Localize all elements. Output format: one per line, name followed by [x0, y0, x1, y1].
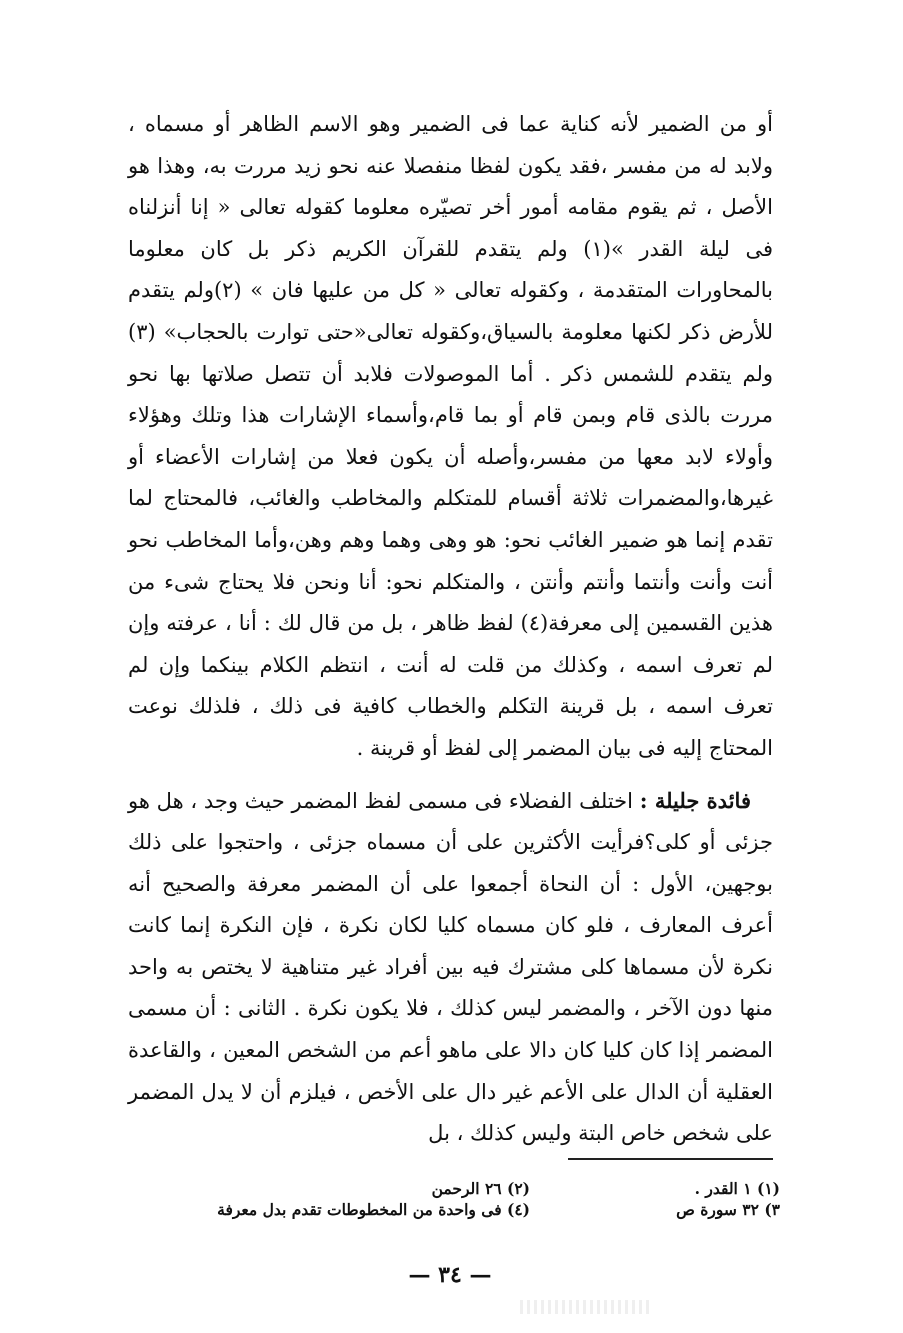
footnote-4: (٤) فى واحدة من المخطوطات تقدم بدل معرفة: [217, 1200, 530, 1219]
footnotes-column-left: [140, 1178, 530, 1220]
footnotes: [140, 1178, 780, 1220]
page-number: — ٣٤ —: [408, 1262, 492, 1288]
paragraph-1: أو من الضمير لأنه كناية عما فى الضمير وهو الاسم الظاهر أو مسماه ، ولابد له من مفسر ،فقد يكون لفظا منفصلا عنه نحو زيد مررت به، وهذا هو الأصل ، ثم يقوم مقامه أمور أخر تصيّره معلوما كقوله تعالى « إنا أنزلناه فى ليلة القدر »(١) ولم يتقدم للقرآن الكريم ذكر بل كان معلوما بالمحاورات المتقدمة ، وكقوله تعالى « كل من عليها فان » (٢)ولم يتقدم للأرض ذكر لكنها معلومة بالسياق،وكقوله تعالى«حتى توارت بالحجاب» (٣) ولم يتقدم للشمس ذكر . أما الموصولات فلابد أن تتصل صلاتها بها نحو مررت بالذى قام وبمن قام أو بما قام،وأسماء الإشارات هذا وتلك وهؤلاء وأولاء لابد معها من مفسر،وأصله أن يكون فعلا من إشارات الأعضاء أو غيرها،والمضمرات ثلاثة أقسام للمتكلم والمخاطب والغائب، فالمحتاج لما تقدم إنما هو ضمير الغائب نحو: هو وهى وهما وهم وهن،وأما المخاطب نحو أنت وأنت وأنتما وأنتم وأنتن ، والمتكلم نحو: أنا ونحن فلا يحتاج شىء من هذين القسمين إلى معرفة(٤) لفظ ظاهر ، بل من قال لك : أنا ، عرفته وإن لم تعرف اسمه ، وكذلك من قلت له أنت ، انتظم الكلام بينكما وإن لم تعرف اسمه ، بل قرينة التكلم والخطاب كافية فى ذلك ، فلذلك نوعت المحتاج إليه فى بيان المضمر إلى لفظ أو قرينة .: [128, 112, 774, 760]
footnote-2: (٢) ٢٦ الرحمن: [431, 1179, 530, 1198]
footnote-1: (١) ١ القدر .: [694, 1179, 780, 1198]
footnote-divider: [568, 1158, 773, 1160]
scan-smudge: [520, 1300, 650, 1314]
paragraph-2-lead: فائدة جليلة :: [639, 787, 751, 813]
paragraph-2-text: اختلف الفضلاء فى مسمى لفظ المضمر حيث وجد ، هل هو جزئى أو كلى؟فرأيت الأكثرين على أن مسماه جزئى ، واحتجوا على ذلك بوجهين، الأول : أن النحاة أجمعوا على أن المضمر معرفة والصحيح أنه أعرف المعارف ، فلو كان مسماه كليا لكان نكرة ، فإن النكرة إنما كانت نكرة لأن مسماها كلى مشترك فيه بين أفراد غير متناهية لا يختص به واحد منها دون الآخر ، والمضمر ليس كذلك ، فلا يكون نكرة . الثانى : أن مسمى المضمر إذا كان كليا كان دالا على ماهو أعم من الشخص المعين ، والقاعدة العقلية أن الدال على الأعم غير دال على الأخص ، فيلزم أن لا يدل المضمر على شخص خاص البتة وليس كذلك ، بل: [128, 788, 773, 1146]
footnotes-column-right: [530, 1178, 780, 1220]
main-text: [128, 104, 773, 1155]
paragraph-2: [128, 780, 773, 1155]
footnote-3: ٣) ٣٢ سورة ص: [676, 1200, 780, 1219]
